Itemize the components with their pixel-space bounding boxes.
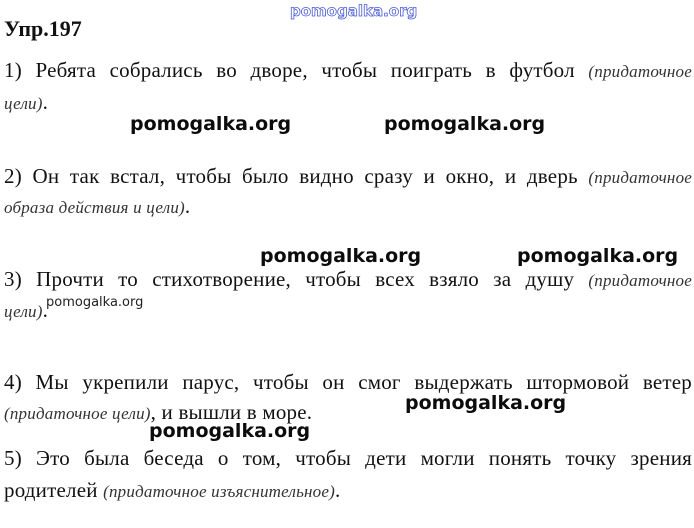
item-2-line-1: 2) Он так встал, чтобы было видно сразу и окно, и дверь (придаточное [4,164,693,188]
watermark: pomogalka.org [260,245,422,267]
watermark: pomogalka.org [384,113,546,135]
item-1-line-1: 1) Ребята собрались во дворе, чтобы поиграть в футбол (придаточное [4,58,692,82]
watermark: pomogalka.org [405,392,567,414]
item-2-line-2: образа действия и цели). [4,194,191,218]
exercise-title: Упр.197 [4,16,82,41]
watermark-top: pomogalka.org [290,2,418,20]
watermark-small: pomogalka.org [46,295,144,310]
item-3-line-1: 3) Прочти то стихотворение, чтобы всех взяло за душу (придаточное [4,267,692,291]
watermark: pomogalka.org [149,420,311,442]
item-3-line-2: цели). [4,298,49,322]
item-5-line-2: родителей (придаточное изъяснительное). [4,478,341,502]
item-4-line-1: 4) Мы укрепили парус, чтобы он смог выдержать штормовой ветер [4,370,692,394]
watermark: pomogalka.org [130,113,292,135]
item-1-line-2: цели). [4,90,49,114]
item-5-line-1: 5) Это была беседа о том, чтобы дети могли понять точку зрения [4,446,692,470]
watermark: pomogalka.org [517,245,679,267]
item-4-line-2: (придаточное цели), и вышли в море. [4,400,313,424]
